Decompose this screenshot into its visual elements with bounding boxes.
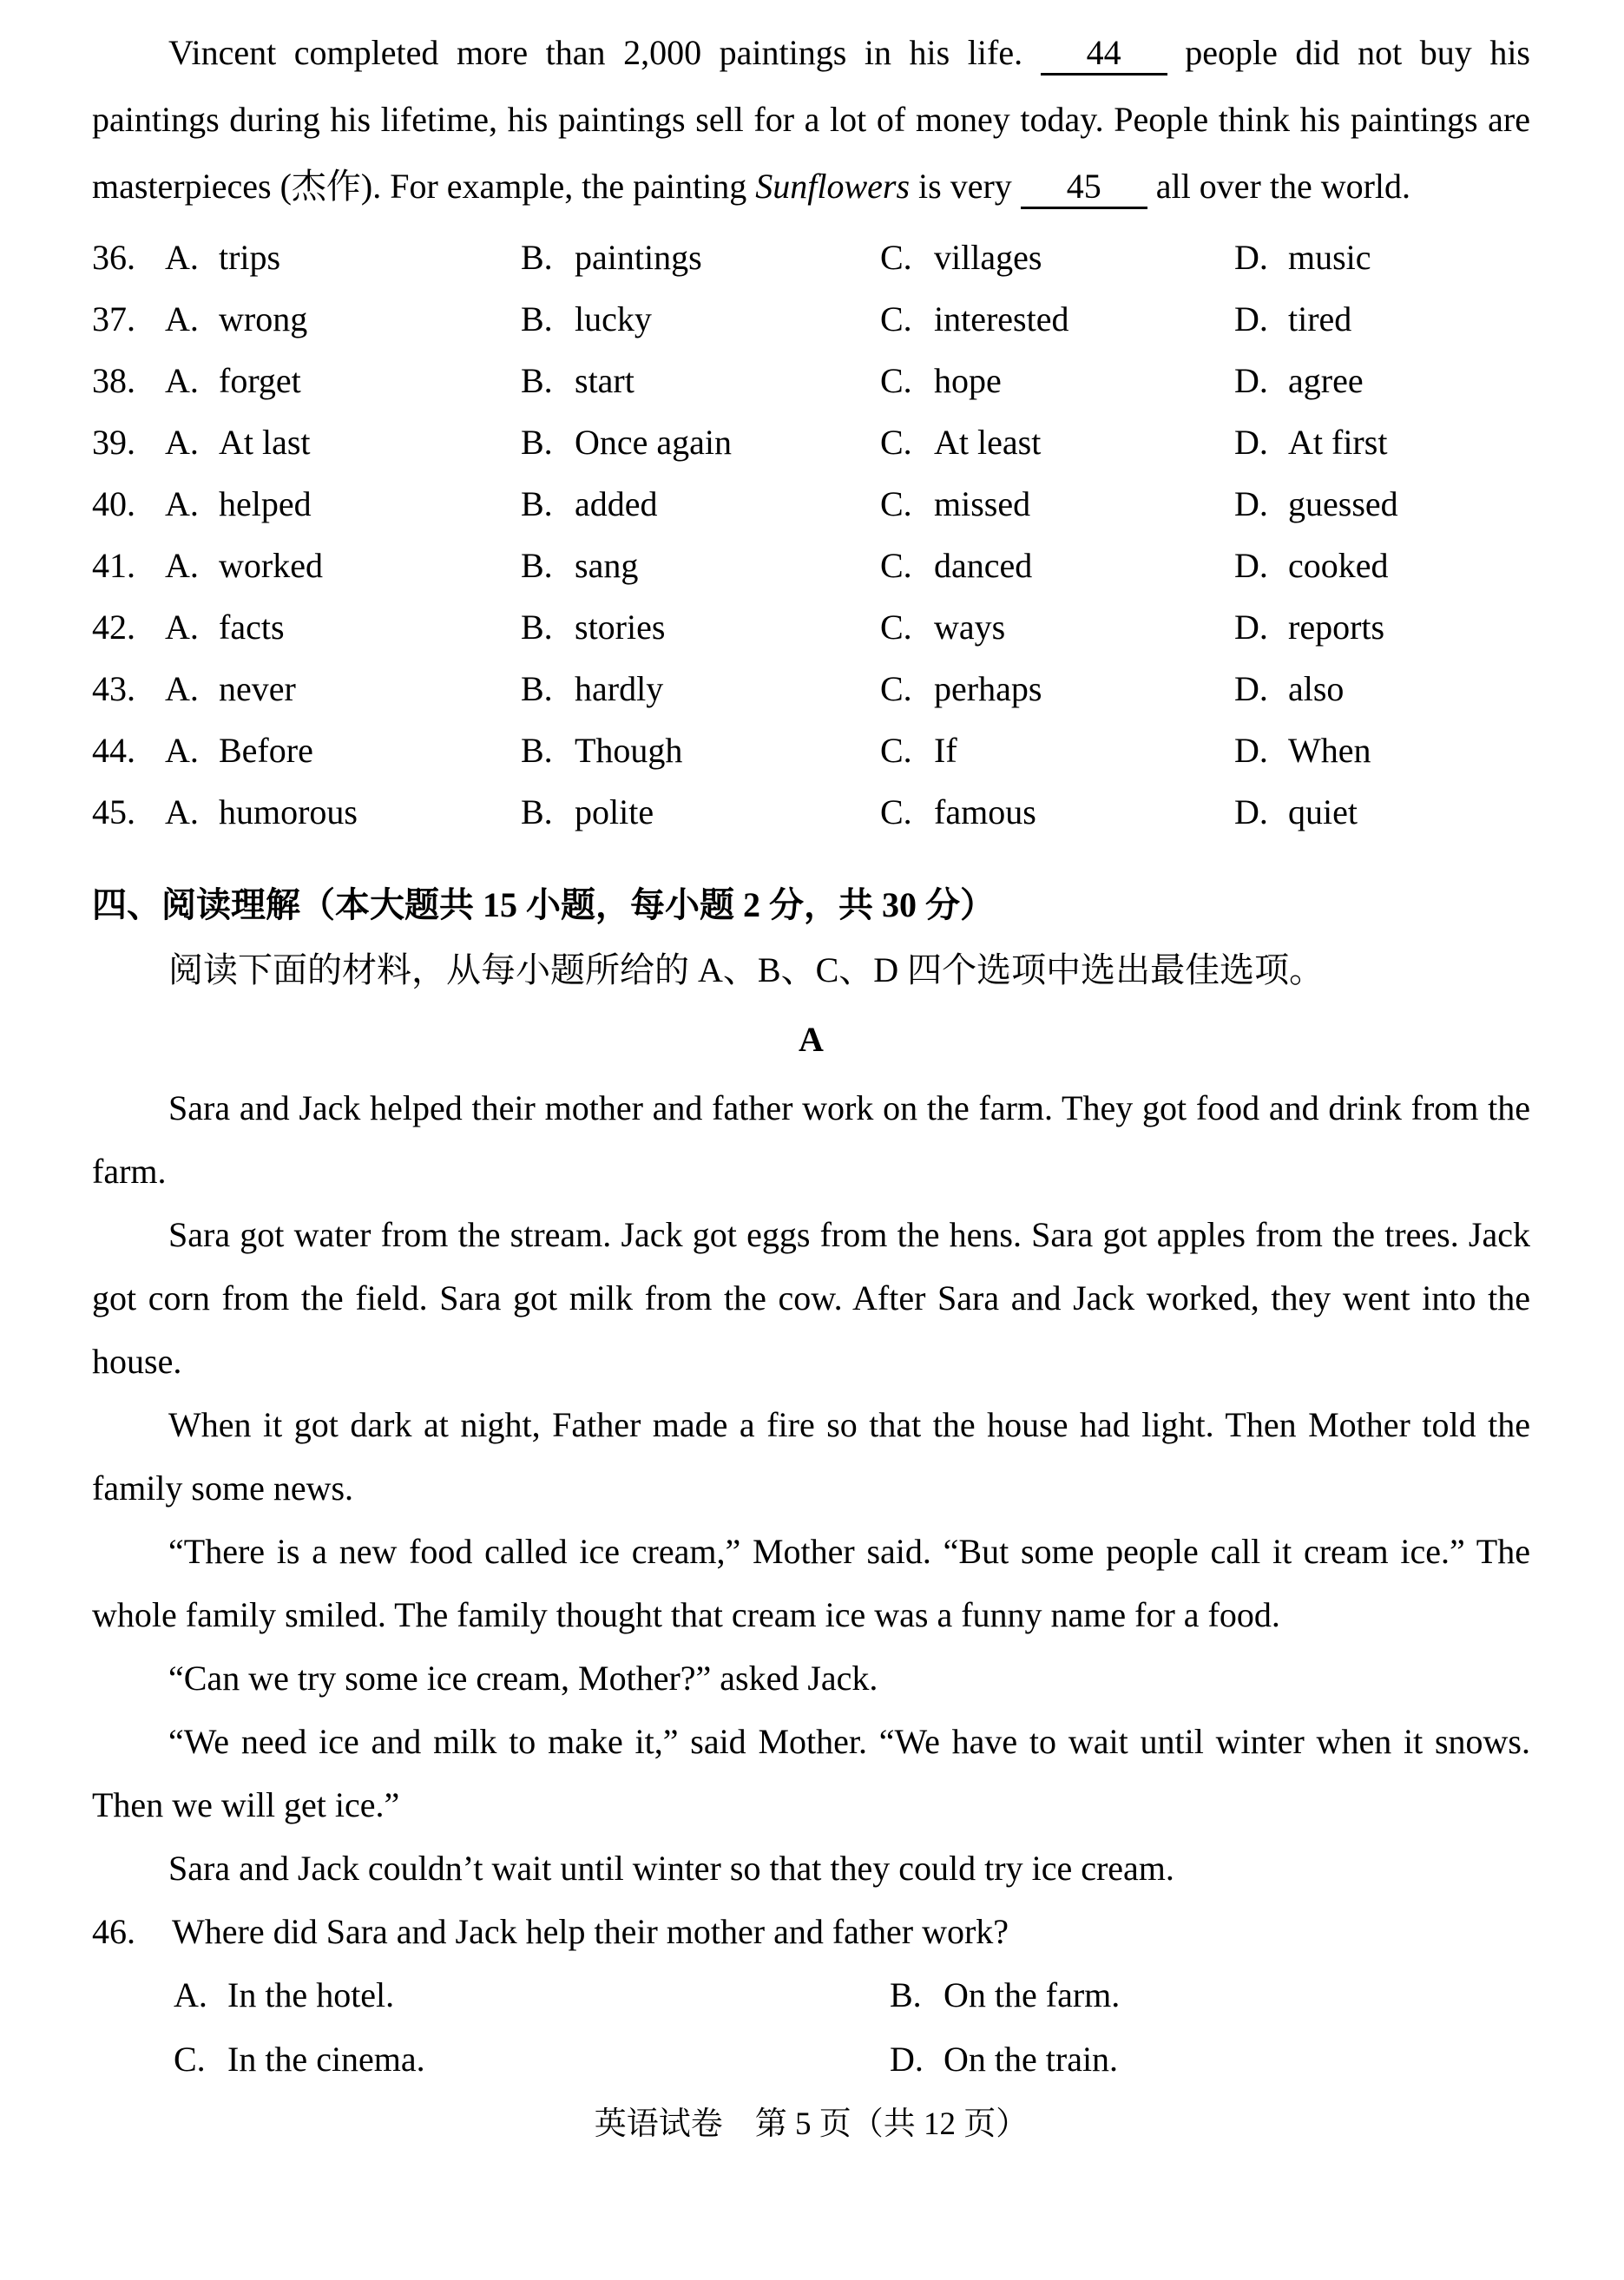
cloze-option-row-42	[92, 596, 1530, 658]
option-c	[880, 483, 1234, 524]
option-a	[165, 422, 521, 463]
question-46	[92, 1900, 1530, 1963]
option-letter-a: A.	[165, 423, 199, 462]
option-text: missed	[934, 484, 1031, 523]
option-text: interested	[934, 299, 1069, 338]
cloze-option-row-43	[92, 658, 1530, 719]
option-c	[880, 545, 1234, 586]
option-a	[165, 792, 521, 832]
passage-label: A	[799, 1020, 824, 1059]
option-text: reports	[1288, 608, 1385, 647]
page-footer: 英语试卷 第 5 页（共 12 页）	[594, 2106, 1029, 2142]
option-letter-c: C.	[880, 669, 912, 708]
passage-paragraph-7: Sara and Jack couldn’t wait until winter so that they could try ice cream.	[168, 1849, 1174, 1888]
option-text: helped	[219, 484, 312, 523]
option-text: lucky	[575, 299, 652, 338]
option-letter-b: B.	[521, 608, 553, 647]
question-text: Where did Sara and Jack help their mother and father work?	[172, 1912, 1009, 1951]
option-text: tired	[1288, 299, 1352, 338]
option-text: ways	[934, 608, 1006, 647]
option-text: At first	[1288, 423, 1388, 462]
passage-paragraph-2: Sara got water from the stream. Jack got eggs from the hens. Sara got apples from the trees. Jack got corn from the field. Sara got milk from the cow. After Sara and Jack worked, they went into the house.	[92, 1215, 1530, 1381]
option-letter-c: C.	[880, 546, 912, 585]
cloze-option-row-37	[92, 288, 1530, 350]
option-b	[521, 299, 880, 339]
cloze-text-2: people did not buy his paintings during his lifetime, his paintings sell for a lot of money today. People think his paintings are masterpieces (杰作). For example, the painting	[92, 33, 1530, 206]
option-text: hope	[934, 361, 1002, 400]
option-a	[165, 730, 521, 771]
option-text: Before	[219, 731, 313, 770]
option-b	[521, 237, 880, 278]
option-d	[1234, 483, 1530, 524]
cloze-blank-45: 45	[1021, 167, 1147, 209]
option-d	[1234, 237, 1530, 278]
option-letter-d: D.	[890, 2040, 924, 2079]
option-c	[880, 360, 1234, 401]
cloze-option-row-45	[92, 781, 1530, 843]
option-text: sang	[575, 546, 639, 585]
option-letter-b: B.	[521, 361, 553, 400]
option-d	[1234, 422, 1530, 463]
option-text: never	[219, 669, 296, 708]
question-46-options	[92, 1963, 1530, 2092]
cloze-blank-44: 44	[1041, 33, 1167, 76]
option-letter-a: A.	[174, 1975, 207, 2014]
option-text: At least	[934, 423, 1042, 462]
option-text: When	[1288, 731, 1371, 770]
option-a	[165, 545, 521, 586]
cloze-option-row-39	[92, 411, 1530, 473]
option-letter-a: A.	[165, 299, 199, 338]
option-text: Once again	[575, 423, 733, 462]
cloze-option-row-36	[92, 227, 1530, 288]
option-text: added	[575, 484, 658, 523]
option-a	[165, 360, 521, 401]
option-letter-b: B.	[890, 1975, 922, 2014]
cloze-option-row-41	[92, 535, 1530, 596]
option-text: On the farm.	[943, 1975, 1121, 2014]
question-number: 40.	[92, 484, 135, 523]
option-c	[880, 607, 1234, 647]
option-text: At last	[219, 423, 311, 462]
option-text: paintings	[575, 238, 702, 277]
cloze-text-1: Vincent completed more than 2,000 paintings in his life.	[168, 33, 1041, 72]
option-text: famous	[934, 792, 1036, 831]
option-text: If	[934, 731, 957, 770]
option-a	[165, 299, 521, 339]
option-c	[880, 237, 1234, 278]
cloze-option-row-40	[92, 473, 1530, 535]
option-text: also	[1288, 669, 1345, 708]
option-d	[1234, 607, 1530, 647]
option-text: stories	[575, 608, 666, 647]
question-number: 37.	[92, 299, 135, 338]
cloze-option-row-44	[92, 719, 1530, 781]
option-d	[1234, 299, 1530, 339]
option-a	[165, 237, 521, 278]
cloze-text-4: all over the world.	[1147, 167, 1411, 206]
option-letter-b: B.	[521, 792, 553, 831]
option-a	[165, 668, 521, 709]
question-number: 42.	[92, 608, 135, 647]
option-text: agree	[1288, 361, 1364, 400]
option-letter-b: B.	[521, 546, 553, 585]
option-letter-b: B.	[521, 299, 553, 338]
option-letter-c: C.	[880, 484, 912, 523]
option-letter-b: B.	[521, 423, 553, 462]
option-letter-c: C.	[174, 2040, 206, 2079]
option-letter-c: C.	[880, 608, 912, 647]
option-letter-a: A.	[165, 731, 199, 770]
question-number: 38.	[92, 361, 135, 400]
option-text: start	[575, 361, 634, 400]
option-d	[1234, 792, 1530, 832]
option-c	[880, 668, 1234, 709]
option-text: In the cinema.	[227, 2040, 425, 2079]
option-letter-a: A.	[165, 608, 199, 647]
option-letter-c: C.	[880, 792, 912, 831]
option-d	[1234, 360, 1530, 401]
option-letter-b: B.	[521, 731, 553, 770]
passage-paragraph-4: “There is a new food called ice cream,” Mother said. “But some people call it cream ice.” The whole family smiled. The family thought that cream ice was a funny name for a food.	[92, 1532, 1530, 1634]
option-letter-a: A.	[165, 669, 199, 708]
option-a	[165, 483, 521, 524]
option-text: villages	[934, 238, 1042, 277]
option-letter-d: D.	[1234, 361, 1268, 400]
option-letter-b: B.	[521, 238, 553, 277]
option-text: guessed	[1288, 484, 1398, 523]
option-text: trips	[219, 238, 281, 277]
option-text: wrong	[219, 299, 308, 338]
option-letter-d: D.	[1234, 669, 1268, 708]
option-b	[521, 792, 880, 832]
option-letter-b: B.	[521, 669, 553, 708]
question-number: 36.	[92, 238, 135, 277]
question-number: 44.	[92, 731, 135, 770]
question-number: 45.	[92, 792, 135, 831]
option-letter-c: C.	[880, 238, 912, 277]
section-title: 四、阅读理解（本大题共 15 小题，每小题 2 分，共 30 分）	[92, 885, 995, 924]
option-letter-d: D.	[1234, 299, 1268, 338]
option-text: worked	[219, 546, 323, 585]
option-c	[880, 299, 1234, 339]
question-number: 46.	[92, 1912, 135, 1951]
option-letter-d: D.	[1234, 484, 1268, 523]
option-letter-a: A.	[165, 792, 199, 831]
option-letter-d: D.	[1234, 731, 1268, 770]
option-a	[165, 607, 521, 647]
cloze-passage	[92, 19, 1530, 220]
option-letter-c: C.	[880, 299, 912, 338]
q46-option-d	[890, 2027, 1530, 2092]
option-text: perhaps	[934, 669, 1042, 708]
question-number: 39.	[92, 423, 135, 462]
option-letter-c: C.	[880, 423, 912, 462]
option-text: In the hotel.	[227, 1975, 395, 2014]
option-letter-b: B.	[521, 484, 553, 523]
option-text: facts	[219, 608, 285, 647]
passage-paragraph-6: “We need ice and milk to make it,” said Mother. “We have to wait until winter when it snows. Then we will get ice.”	[92, 1722, 1530, 1824]
option-c	[880, 730, 1234, 771]
option-text: polite	[575, 792, 654, 831]
option-d	[1234, 730, 1530, 771]
option-text: Though	[575, 731, 683, 770]
option-text: forget	[219, 361, 301, 400]
option-text: On the train.	[943, 2040, 1119, 2079]
option-letter-d: D.	[1234, 608, 1268, 647]
option-b	[521, 545, 880, 586]
q46-option-a	[174, 1963, 890, 2027]
passage-paragraph-1: Sara and Jack helped their mother and father work on the farm. They got food and drink from the farm.	[92, 1088, 1530, 1191]
option-letter-d: D.	[1234, 546, 1268, 585]
question-number: 43.	[92, 669, 135, 708]
option-text: danced	[934, 546, 1033, 585]
passage-paragraph-5: “Can we try some ice cream, Mother?” asked Jack.	[168, 1659, 878, 1698]
passage-paragraph-3: When it got dark at night, Father made a fire so that the house had light. Then Mother told the family some news.	[92, 1405, 1530, 1508]
option-text: hardly	[575, 669, 664, 708]
option-b	[521, 730, 880, 771]
painting-title-italic: Sunflowers	[755, 167, 911, 206]
cloze-options-table	[92, 227, 1530, 843]
option-letter-a: A.	[165, 238, 199, 277]
q46-option-c	[174, 2027, 890, 2092]
option-d	[1234, 668, 1530, 709]
option-b	[521, 483, 880, 524]
option-letter-a: A.	[165, 361, 199, 400]
cloze-option-row-38	[92, 350, 1530, 411]
question-number: 41.	[92, 546, 135, 585]
option-d	[1234, 545, 1530, 586]
reading-instruction: 阅读下面的材料，从每小题所给的 A、B、C、D 四个选项中选出最佳选项。	[168, 950, 1325, 989]
option-letter-d: D.	[1234, 792, 1268, 831]
option-text: humorous	[219, 792, 358, 831]
option-text: music	[1288, 238, 1371, 277]
option-letter-c: C.	[880, 361, 912, 400]
option-text: cooked	[1288, 546, 1389, 585]
option-letter-a: A.	[165, 546, 199, 585]
option-c	[880, 792, 1234, 832]
option-b	[521, 668, 880, 709]
option-b	[521, 422, 880, 463]
option-b	[521, 607, 880, 647]
option-letter-d: D.	[1234, 423, 1268, 462]
option-letter-a: A.	[165, 484, 199, 523]
q46-option-b	[890, 1963, 1530, 2027]
cloze-text-3: is very	[910, 167, 1021, 206]
option-b	[521, 360, 880, 401]
option-c	[880, 422, 1234, 463]
option-letter-c: C.	[880, 731, 912, 770]
option-letter-d: D.	[1234, 238, 1268, 277]
option-text: quiet	[1288, 792, 1358, 831]
